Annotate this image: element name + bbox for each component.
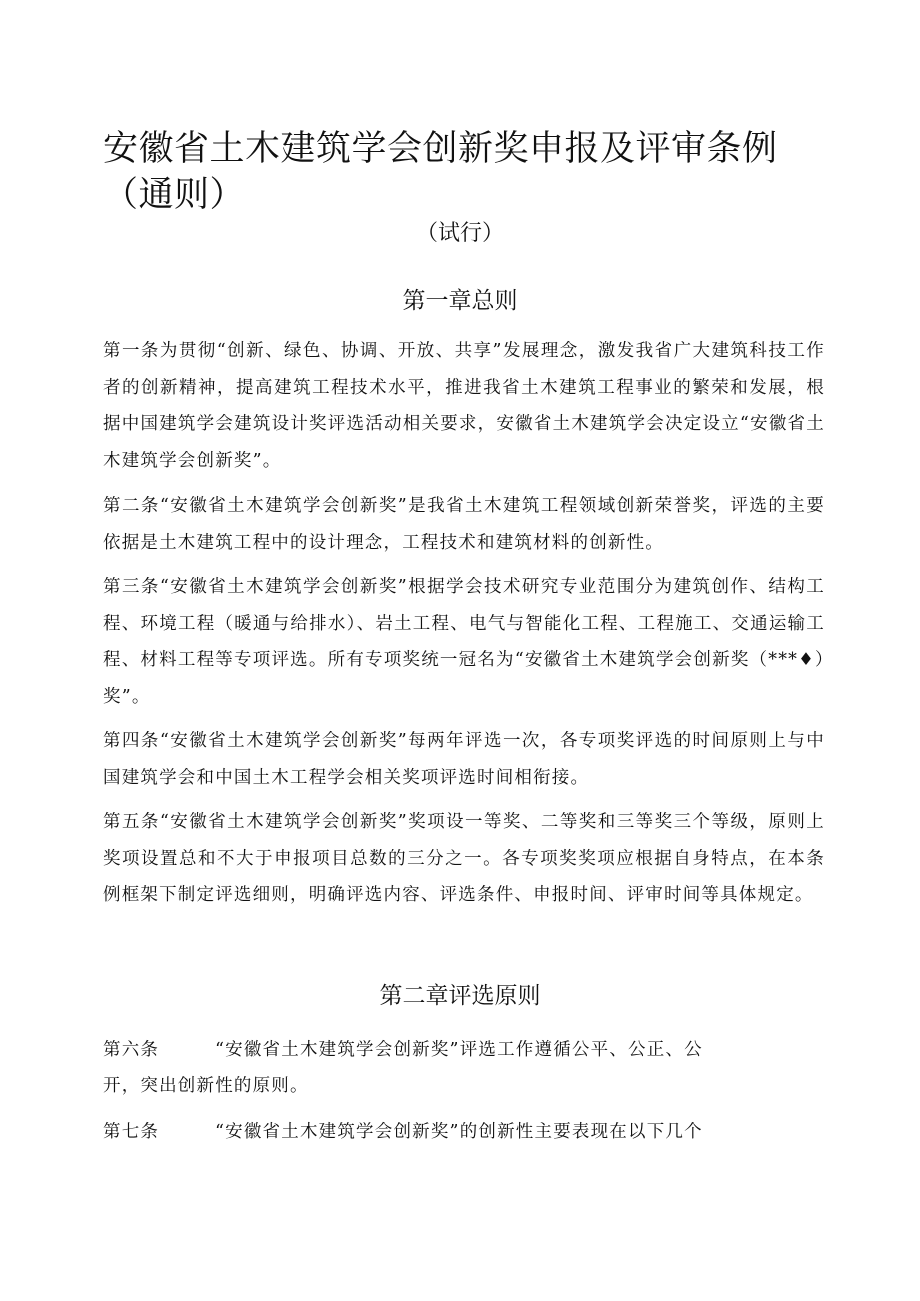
article-2-paragraph: 第二条“安徽省土木建筑学会创新奖”是我省土木建筑工程领域创新荣誉奖，评选的主要依据是土木建筑工程中的设计理念，工程技术和建筑材料的创新性。 xyxy=(103,496,825,553)
article-7-label: 第七条 xyxy=(103,1122,160,1142)
article-1-paragraph: 第一条为贯彻“创新、绿色、协调、开放、共享”发展理念，激发我省广大建筑科技工作者的创新精神，提高建筑工程技术水平，推进我省土木建筑工程事业的繁荣和发展，根据中国建筑学会建筑设计奖评选活动相关要求，安徽省土木建筑学会决定设立“安徽省土木建筑学会创新奖”。 xyxy=(103,341,825,471)
article-6-label: 第六条 xyxy=(103,1040,160,1060)
article-5-paragraph: 第五条“安徽省土木建筑学会创新奖”奖项设一等奖、二等奖和三等奖三个等级，原则上奖项设置总和不大于申报项目总数的三分之一。各专项奖奖项应根据自身特点，在本条例框架下制定评选细则，明确评选内容、评选条件、申报时间、评审时间等具体规定。 xyxy=(103,812,825,905)
document-title: 安徽省土木建筑学会创新奖申报及评审条例（通则） xyxy=(103,129,778,215)
article-6 xyxy=(103,1032,763,1104)
article-7-text: “安徽省土木建筑学会创新奖”的创新性主要表现在以下几个 xyxy=(215,1122,703,1142)
article-7 xyxy=(103,1114,763,1150)
article-6-text: “安徽省土木建筑学会创新奖”评选工作遵循公平、公正、公 xyxy=(215,1040,703,1060)
article-6-continuation: 开，突出创新性的原则。 xyxy=(103,1076,309,1096)
chapter-2-heading: 第二章评选原则 xyxy=(379,983,541,1009)
chapter-1-heading: 第一章总则 xyxy=(402,288,518,314)
article-4-paragraph: 第四条“安徽省土木建筑学会创新奖”每两年评选一次，各专项奖评选的时间原则上与中国建筑学会和中国土木工程学会相关奖项评选时间相衔接。 xyxy=(103,731,825,788)
document-subtitle: （试行） xyxy=(415,221,504,246)
article-3-paragraph: 第三条“安徽省土木建筑学会创新奖”根据学会技术研究专业范围分为建筑创作、结构工程、环境工程（暖通与给排水）、岩土工程、电气与智能化工程、工程施工、交通运输工程、材料工程等专项评选。所有专项奖统一冠名为“安徽省土木建筑学会创新奖（***♦）奖”。 xyxy=(103,577,825,707)
